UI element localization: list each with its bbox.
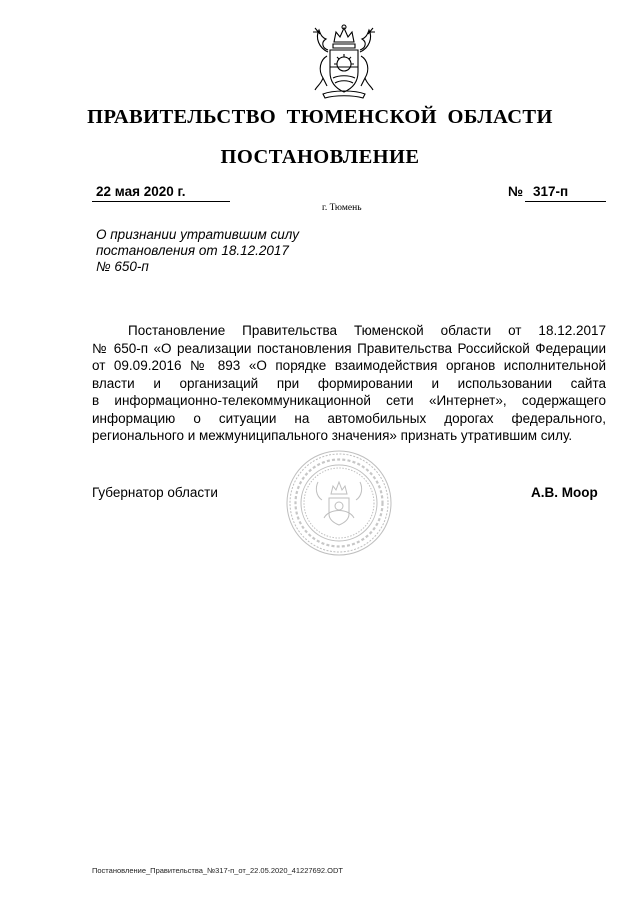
official-seal-icon	[284, 448, 394, 558]
number-sign: №	[508, 184, 524, 199]
subject-line: О признании утратившим силу	[96, 227, 299, 242]
body-line: власти и организаций при формировании и использовании сайта	[92, 375, 606, 391]
body-line: регионального и межмуниципального значения» признать утратившим силу.	[92, 428, 573, 443]
subject-line: № 650-п	[96, 259, 149, 274]
document-number-line	[525, 184, 606, 202]
document-date: 22 мая 2020 г.	[96, 184, 186, 199]
document-subject	[96, 227, 336, 275]
document-date-field	[92, 184, 230, 202]
document-type-title: ПОСТАНОВЛЕНИЕ	[220, 146, 420, 168]
organization-title: ПРАВИТЕЛЬСТВО ТЮМЕНСКОЙ ОБЛАСТИ	[87, 106, 553, 128]
document-number-field	[508, 184, 606, 201]
body-line: № 650-п «О реализации постановления Правительства Российской Федерации	[92, 340, 606, 356]
body-line: в информационно-телекоммуникационной сети «Интернет», содержащего	[92, 393, 606, 408]
footer-filename: Постановление_Правительства_№317-п_от_22.05.2020_41227692.ODT	[92, 866, 343, 875]
coat-of-arms-icon	[303, 20, 385, 104]
body-line: от 09.09.2016 № 893 «О порядке взаимодействия органов исполнительной	[92, 358, 606, 373]
body-line: Постановление Правительства Тюменской области от 18.12.2017	[128, 323, 606, 338]
document-city: г. Тюмень	[322, 203, 362, 213]
document-body	[92, 322, 606, 445]
signatory-title: Губернатор области	[92, 485, 218, 500]
signatory-name: А.В. Моор	[531, 485, 598, 500]
subject-line: постановления от 18.12.2017	[96, 243, 289, 258]
body-line: информацию о ситуации на автомобильных дорогах федерального,	[92, 410, 606, 426]
document-number: 317-п	[533, 184, 569, 199]
